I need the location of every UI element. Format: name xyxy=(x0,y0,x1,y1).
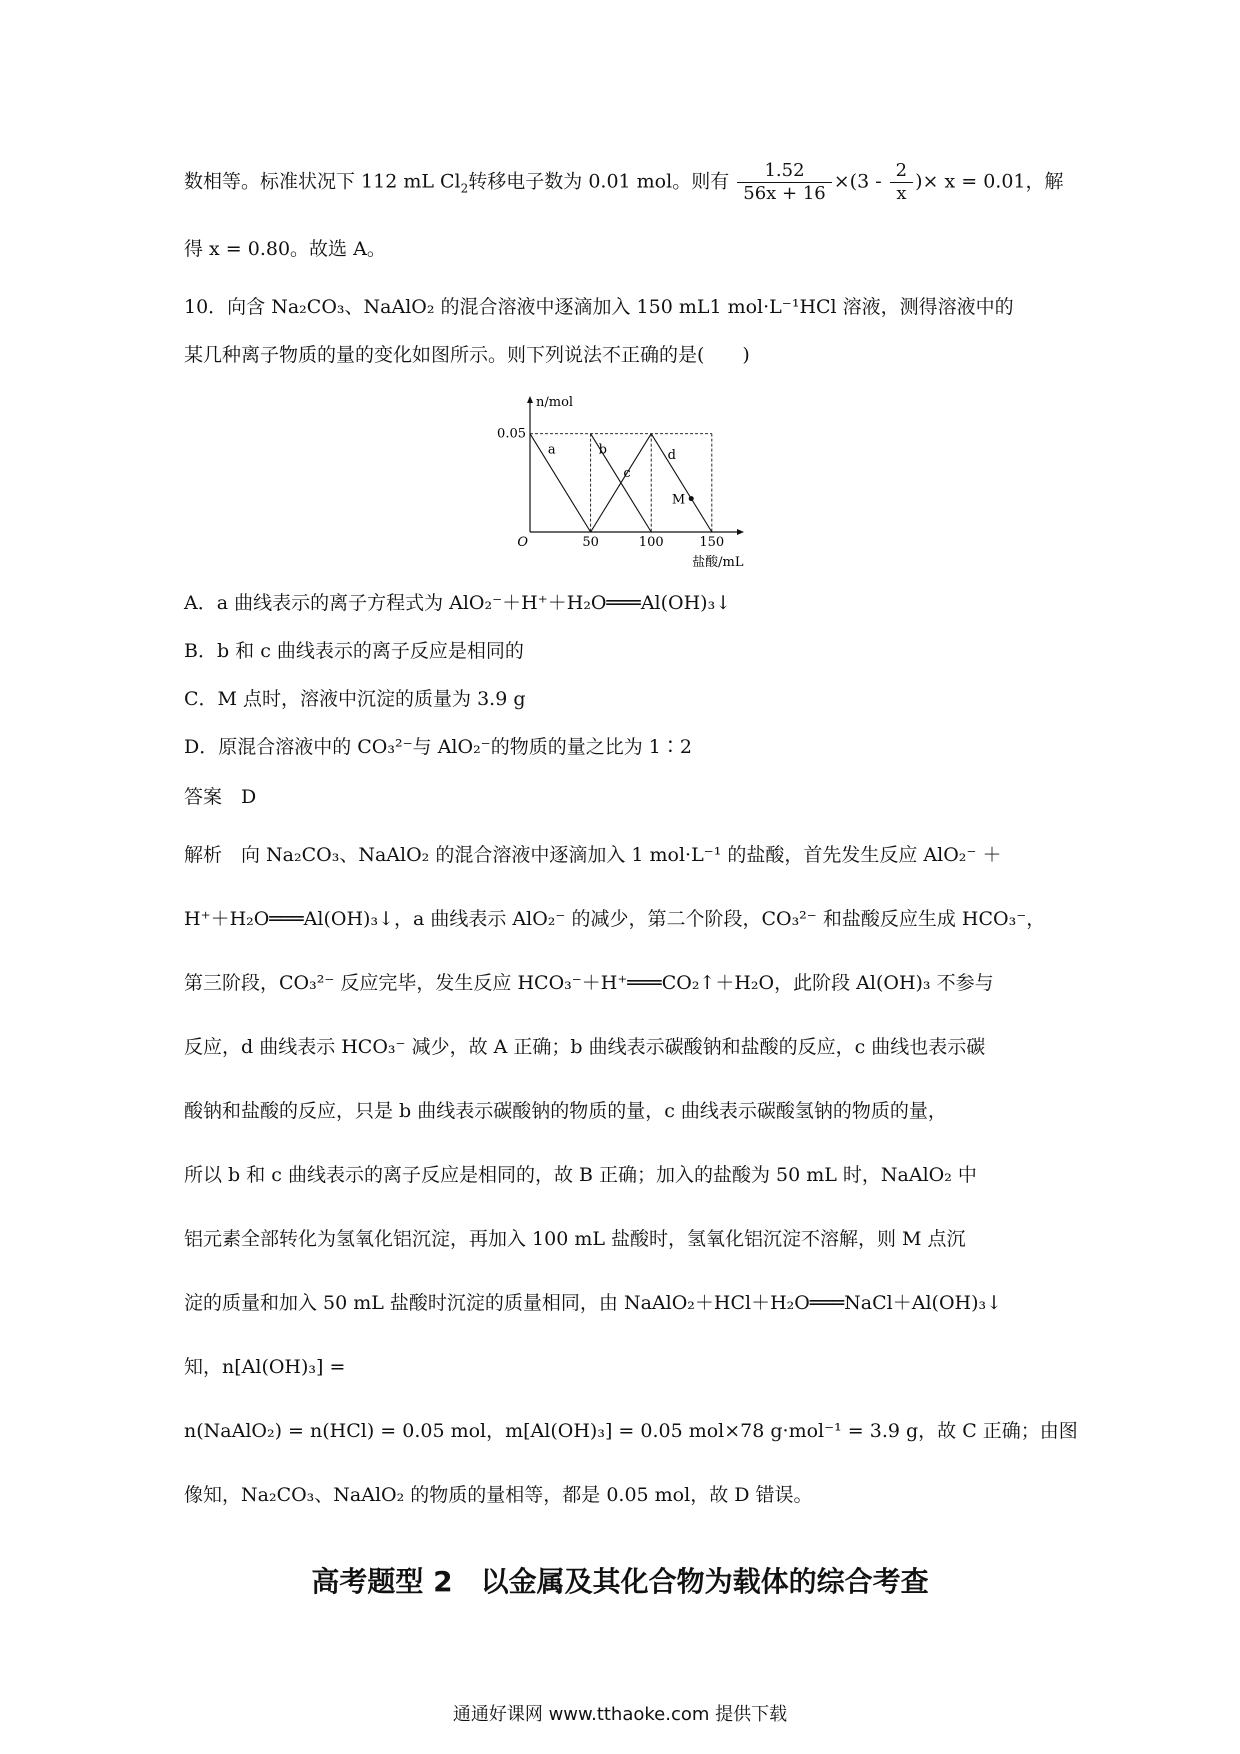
analysis-line-3: 第三阶段，CO₃²⁻ 反应完毕，发生反应 HCO₃⁻＋H⁺═══CO₂↑＋H₂O，此阶段 Al(OH)₃ 不参与 xyxy=(184,972,994,994)
analysis-line-10: n(NaAlO₂) = n(HCl) = 0.05 mol，m[Al(OH)₃] = 0.05 mol×78 g·mol⁻¹ = 3.9 g，故 C 正确；由图 xyxy=(184,1420,1078,1442)
series-line-a xyxy=(530,434,591,532)
question-stem-line-2: 某几种离子物质的量的变化如图所示。则下列说法不正确的是( ) xyxy=(184,344,750,366)
fraction-2-denominator: x xyxy=(896,183,907,204)
y-tick-label: 0.05 xyxy=(497,426,526,442)
series-line-d xyxy=(651,434,712,532)
ion-amount-chart xyxy=(484,390,754,570)
x-tick-label-150: 150 xyxy=(699,535,725,550)
analysis-line-8: 淀的质量和加入 50 mL 盐酸时沉淀的质量相同，由 NaAlO₂＋HCl＋H₂O═══NaCl＋Al(OH)₃↓ xyxy=(184,1292,1003,1314)
fraction-2 xyxy=(890,160,913,205)
fraction-2-numerator: 2 xyxy=(890,160,913,183)
analysis-line-9: 知，n[Al(OH)₃] = xyxy=(184,1356,346,1378)
fraction-1 xyxy=(737,160,832,205)
question-stem-line-1: 10．向含 Na₂CO₃、NaAlO₂ 的混合溶液中逐滴加入 150 mL1 mol·L⁻¹HCl 溶液，测得溶液中的 xyxy=(184,296,1014,318)
prev-text-b: 转移电子数为 0.01 mol。则有 xyxy=(468,170,730,193)
point-M xyxy=(689,496,694,501)
prev-text-c: ×(3 - xyxy=(833,170,888,193)
option-c: C．M 点时，溶液中沉淀的质量为 3.9 g xyxy=(184,688,526,710)
option-b: B．b 和 c 曲线表示的离子反应是相同的 xyxy=(184,640,524,662)
series-label-d: d xyxy=(667,448,676,464)
series-label-b: b xyxy=(598,442,607,458)
fraction-1-denominator: 56x + 16 xyxy=(743,183,826,204)
answer-label: 答案 D xyxy=(184,786,257,808)
prev-sub: 2 xyxy=(460,181,469,196)
y-axis-arrow xyxy=(527,396,533,403)
origin-label: O xyxy=(517,535,528,550)
analysis-line-7: 铝元素全部转化为氢氧化铝沉淀，再加入 100 mL 盐酸时，氢氧化铝沉淀不溶解，则 M 点沉 xyxy=(184,1228,966,1250)
series-label-c: c xyxy=(623,465,631,481)
option-a: A．a 曲线表示的离子方程式为 AlO₂⁻＋H⁺＋H₂O═══Al(OH)₃↓ xyxy=(184,592,732,614)
point-label-M: M xyxy=(671,492,686,508)
x-axis-label: 盐酸/mL xyxy=(692,555,744,570)
analysis-line-6: 所以 b 和 c 曲线表示的离子反应是相同的，故 B 正确；加入的盐酸为 50 mL 时，NaAlO₂ 中 xyxy=(184,1164,977,1186)
x-tick-label-100: 100 xyxy=(638,535,664,550)
analysis-line-1: 解析 向 Na₂CO₃、NaAlO₂ 的混合溶液中逐滴加入 1 mol·L⁻¹ 的盐酸，首先发生反应 AlO₂⁻ ＋ xyxy=(184,844,1002,866)
fraction-1-numerator: 1.52 xyxy=(737,160,832,183)
section-title: 高考题型 2 以金属及其化合物为载体的综合考查 xyxy=(311,1565,929,1598)
analysis-line-11: 像知，Na₂CO₃、NaAlO₂ 的物质的量相等，都是 0.05 mol，故 D 错误。 xyxy=(184,1484,813,1506)
analysis-line-4: 反应，d 曲线表示 HCO₃⁻ 减少，故 A 正确；b 曲线表示碳酸钠和盐酸的反应，c 曲线也表示碳 xyxy=(184,1036,986,1058)
prev-text-a: 数相等。标准状况下 112 mL Cl xyxy=(184,170,461,193)
series-label-a: a xyxy=(547,442,556,458)
analysis-line-2: H⁺＋H₂O═══Al(OH)₃↓，a 曲线表示 AlO₂⁻ 的减少，第二个阶段，CO₃²⁻ 和盐酸反应生成 HCO₃⁻， xyxy=(184,908,1046,930)
x-axis-arrow xyxy=(737,529,744,535)
prev-answer-line-2: 得 x = 0.80。故选 A。 xyxy=(184,238,386,260)
y-axis-label: n/mol xyxy=(536,395,574,410)
prev-answer-line-1 xyxy=(184,160,1064,205)
page-footer: 通通好课网 www.tthaoke.com 提供下载 xyxy=(452,1704,788,1725)
prev-text-d: )× x = 0.01，解 xyxy=(915,170,1064,193)
option-d: D．原混合溶液中的 CO₃²⁻与 AlO₂⁻的物质的量之比为 1∶2 xyxy=(184,736,692,758)
analysis-line-5: 酸钠和盐酸的反应，只是 b 曲线表示碳酸钠的物质的量，c 曲线表示碳酸氢钠的物质的量， xyxy=(184,1100,947,1122)
x-tick-label-50: 50 xyxy=(582,535,599,550)
